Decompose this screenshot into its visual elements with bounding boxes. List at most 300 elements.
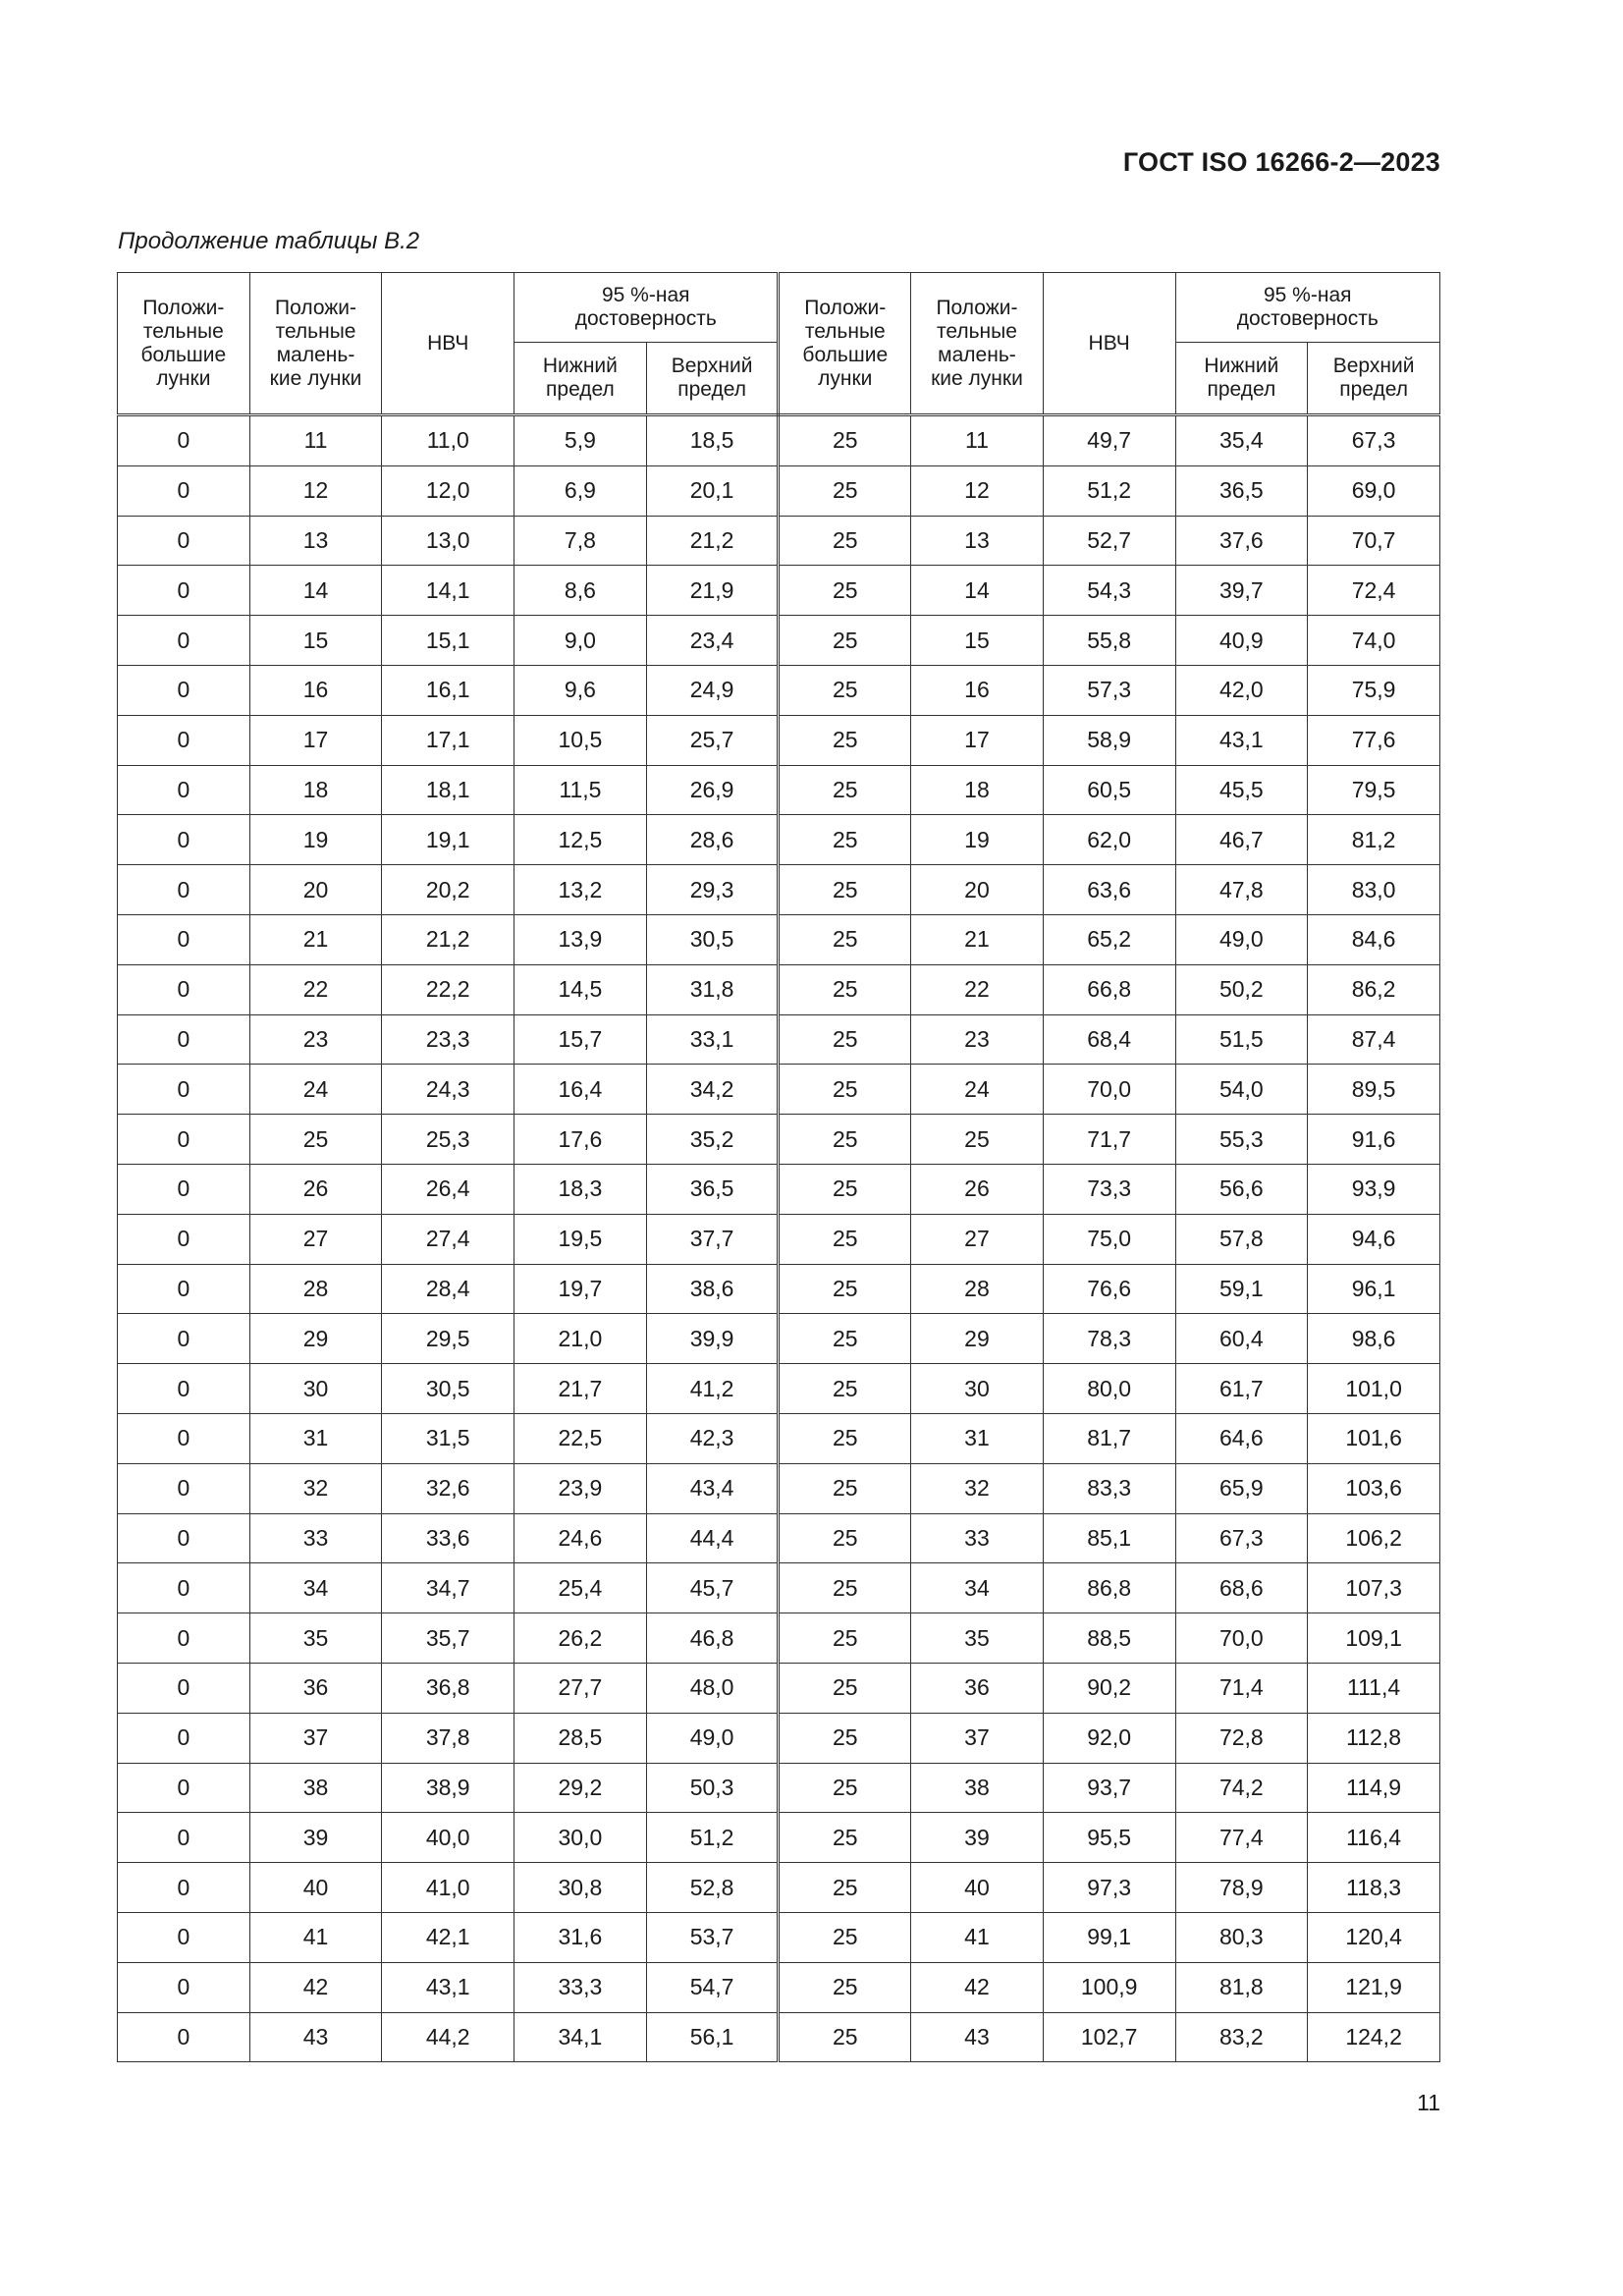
table-cell: 11 [249, 415, 382, 466]
table-cell: 24,3 [382, 1065, 514, 1115]
table-cell: 29,2 [514, 1763, 647, 1813]
table-row [118, 1463, 1440, 1513]
table-cell: 54,0 [1175, 1065, 1308, 1115]
table-cell: 103,6 [1308, 1463, 1440, 1513]
table-cell: 87,4 [1308, 1014, 1440, 1065]
table-row [118, 665, 1440, 715]
table-cell: 76,6 [1043, 1264, 1175, 1314]
table-cell: 85,1 [1043, 1513, 1175, 1563]
table-cell: 0 [118, 1413, 250, 1463]
table-cell: 11,0 [382, 415, 514, 466]
table-cell: 0 [118, 665, 250, 715]
table-cell: 6,9 [514, 465, 647, 516]
table-cell: 25 [779, 665, 911, 715]
table-cell: 63,6 [1043, 865, 1175, 915]
table-row [118, 1763, 1440, 1813]
table-cell: 77,6 [1308, 715, 1440, 765]
table-cell: 86,2 [1308, 964, 1440, 1014]
table-cell: 34 [249, 1563, 382, 1613]
header-mpn: НВЧ [382, 273, 514, 415]
table-cell: 114,9 [1308, 1763, 1440, 1813]
table-cell: 43 [249, 2012, 382, 2062]
table-row [118, 1214, 1440, 1264]
table-cell: 81,8 [1175, 1962, 1308, 2012]
table-cell: 30,8 [514, 1863, 647, 1913]
table-row [118, 516, 1440, 566]
table-cell: 70,0 [1175, 1613, 1308, 1664]
table-cell: 51,5 [1175, 1014, 1308, 1065]
table-cell: 25 [779, 1912, 911, 1962]
table-cell: 34,7 [382, 1563, 514, 1613]
table-cell: 8,6 [514, 566, 647, 616]
table-cell: 19,1 [382, 815, 514, 865]
table-cell: 49,7 [1043, 415, 1175, 466]
table-cell: 28,5 [514, 1713, 647, 1763]
header-large-positive: Положи- тельные большие лунки [779, 273, 911, 415]
table-cell: 88,5 [1043, 1613, 1175, 1664]
table-cell: 15 [911, 616, 1044, 666]
table-cell: 51,2 [646, 1813, 779, 1863]
table-cell: 25 [779, 1264, 911, 1314]
header-upper-limit: Верхний предел [1308, 343, 1440, 415]
table-cell: 20 [249, 865, 382, 915]
table-cell: 35 [249, 1613, 382, 1664]
table-cell: 23 [249, 1014, 382, 1065]
table-cell: 25 [779, 2012, 911, 2062]
table-row [118, 465, 1440, 516]
table-cell: 36 [911, 1663, 1044, 1713]
table-cell: 26,9 [646, 765, 779, 815]
table-cell: 31,5 [382, 1413, 514, 1463]
table-cell: 25 [779, 865, 911, 915]
table-cell: 39 [249, 1813, 382, 1863]
table-cell: 62,0 [1043, 815, 1175, 865]
header-upper-limit: Верхний предел [646, 343, 779, 415]
table-cell: 21,0 [514, 1314, 647, 1364]
table-cell: 74,0 [1308, 616, 1440, 666]
table-cell: 0 [118, 2012, 250, 2062]
table-cell: 29,3 [646, 865, 779, 915]
table-cell: 93,9 [1308, 1164, 1440, 1214]
table-cell: 25 [779, 1164, 911, 1214]
header-small-positive: Положи- тельные малень- кие лунки [249, 273, 382, 415]
table-row [118, 1563, 1440, 1613]
table-cell: 20,2 [382, 865, 514, 915]
table-cell: 46,7 [1175, 815, 1308, 865]
table-cell: 79,5 [1308, 765, 1440, 815]
table-cell: 41 [911, 1912, 1044, 1962]
table-cell: 23,9 [514, 1463, 647, 1513]
table-cell: 31,6 [514, 1912, 647, 1962]
table-cell: 18,1 [382, 765, 514, 815]
table-cell: 26,4 [382, 1164, 514, 1214]
table-cell: 26 [911, 1164, 1044, 1214]
table-cell: 17 [911, 715, 1044, 765]
table-cell: 13,2 [514, 865, 647, 915]
table-cell: 13,9 [514, 914, 647, 964]
table-row [118, 865, 1440, 915]
table-cell: 28 [911, 1264, 1044, 1314]
header-mpn: НВЧ [1043, 273, 1175, 415]
table-cell: 120,4 [1308, 1912, 1440, 1962]
table-cell: 37,8 [382, 1713, 514, 1763]
table-cell: 55,8 [1043, 616, 1175, 666]
table-cell: 71,4 [1175, 1663, 1308, 1713]
table-cell: 57,8 [1175, 1214, 1308, 1264]
table-cell: 90,2 [1043, 1663, 1175, 1713]
table-cell: 81,2 [1308, 815, 1440, 865]
table-cell: 25 [779, 1014, 911, 1065]
table-cell: 18,5 [646, 415, 779, 466]
table-cell: 0 [118, 865, 250, 915]
table-cell: 83,3 [1043, 1463, 1175, 1513]
table-cell: 0 [118, 1663, 250, 1713]
table-cell: 0 [118, 1264, 250, 1314]
table-caption: Продолжение таблицы B.2 [118, 228, 420, 254]
table-cell: 36,8 [382, 1663, 514, 1713]
table-row [118, 1863, 1440, 1913]
table-cell: 5,9 [514, 415, 647, 466]
table-cell: 40 [911, 1863, 1044, 1913]
table-cell: 41 [249, 1912, 382, 1962]
table-cell: 14,1 [382, 566, 514, 616]
table-cell: 29,5 [382, 1314, 514, 1364]
table-cell: 42,1 [382, 1912, 514, 1962]
table-cell: 69,0 [1308, 465, 1440, 516]
table-cell: 34 [911, 1563, 1044, 1613]
table-cell: 41,0 [382, 1863, 514, 1913]
table-cell: 60,4 [1175, 1314, 1308, 1364]
table-row [118, 566, 1440, 616]
table-cell: 55,3 [1175, 1115, 1308, 1165]
table-cell: 53,7 [646, 1912, 779, 1962]
table-cell: 0 [118, 1613, 250, 1664]
table-cell: 30 [911, 1364, 1044, 1414]
table-cell: 39,9 [646, 1314, 779, 1364]
table-row [118, 1962, 1440, 2012]
table-cell: 15,1 [382, 616, 514, 666]
table-cell: 40,0 [382, 1813, 514, 1863]
table-cell: 17 [249, 715, 382, 765]
table-cell: 25 [779, 516, 911, 566]
table-cell: 44,2 [382, 2012, 514, 2062]
table-row [118, 1413, 1440, 1463]
table-row [118, 1065, 1440, 1115]
table-cell: 25 [779, 1663, 911, 1713]
table-cell: 0 [118, 1014, 250, 1065]
table-cell: 0 [118, 815, 250, 865]
table-cell: 80,0 [1043, 1364, 1175, 1414]
table-cell: 24,9 [646, 665, 779, 715]
table-cell: 0 [118, 715, 250, 765]
table-cell: 21 [911, 914, 1044, 964]
table-cell: 33,6 [382, 1513, 514, 1563]
table-cell: 25 [779, 1813, 911, 1863]
table-cell: 0 [118, 1763, 250, 1813]
table-cell: 42,3 [646, 1413, 779, 1463]
table-row [118, 1912, 1440, 1962]
table-cell: 70,7 [1308, 516, 1440, 566]
header-small-positive: Положи- тельные малень- кие лунки [911, 273, 1044, 415]
table-cell: 28,4 [382, 1264, 514, 1314]
table-cell: 84,6 [1308, 914, 1440, 964]
table-cell: 12 [911, 465, 1044, 516]
table-cell: 37 [249, 1713, 382, 1763]
table-cell: 34,1 [514, 2012, 647, 2062]
table-cell: 11 [911, 415, 1044, 466]
table-cell: 35,4 [1175, 415, 1308, 466]
header-large-positive: Положи- тельные большие лунки [118, 273, 250, 415]
table-row [118, 415, 1440, 466]
table-cell: 102,7 [1043, 2012, 1175, 2062]
table-cell: 44,4 [646, 1513, 779, 1563]
table-cell: 14,5 [514, 964, 647, 1014]
table-cell: 39 [911, 1813, 1044, 1863]
table-row [118, 1613, 1440, 1664]
table-cell: 10,5 [514, 715, 647, 765]
table-cell: 25 [911, 1115, 1044, 1165]
table-cell: 12,5 [514, 815, 647, 865]
table-cell: 32,6 [382, 1463, 514, 1513]
table-cell: 111,4 [1308, 1663, 1440, 1713]
table-cell: 81,7 [1043, 1413, 1175, 1463]
table-cell: 0 [118, 914, 250, 964]
table-cell: 22,2 [382, 964, 514, 1014]
table-cell: 118,3 [1308, 1863, 1440, 1913]
table-cell: 27 [911, 1214, 1044, 1264]
table-cell: 25 [779, 815, 911, 865]
table-cell: 74,2 [1175, 1763, 1308, 1813]
table-cell: 25 [779, 566, 911, 616]
table-cell: 0 [118, 765, 250, 815]
table-cell: 0 [118, 964, 250, 1014]
table-cell: 38,6 [646, 1264, 779, 1314]
table-cell: 25 [779, 1613, 911, 1664]
table-cell: 33 [249, 1513, 382, 1563]
table-cell: 49,0 [646, 1713, 779, 1763]
table-cell: 66,8 [1043, 964, 1175, 1014]
table-cell: 101,0 [1308, 1364, 1440, 1414]
table-cell: 27,7 [514, 1663, 647, 1713]
table-cell: 40,9 [1175, 616, 1308, 666]
table-cell: 30,5 [382, 1364, 514, 1414]
table-cell: 112,8 [1308, 1713, 1440, 1763]
table-row [118, 964, 1440, 1014]
table-row [118, 715, 1440, 765]
table-cell: 20 [911, 865, 1044, 915]
table-cell: 31,8 [646, 964, 779, 1014]
table-cell: 21,2 [382, 914, 514, 964]
table-cell: 83,0 [1308, 865, 1440, 915]
table-cell: 25,3 [382, 1115, 514, 1165]
table-cell: 30 [249, 1364, 382, 1414]
table-cell: 0 [118, 1214, 250, 1264]
table-cell: 94,6 [1308, 1214, 1440, 1264]
table-cell: 25 [779, 1563, 911, 1613]
table-row [118, 1713, 1440, 1763]
table-cell: 25 [779, 765, 911, 815]
table-cell: 16 [911, 665, 1044, 715]
table-cell: 19 [249, 815, 382, 865]
table-cell: 33 [911, 1513, 1044, 1563]
table-cell: 21,9 [646, 566, 779, 616]
table-cell: 25 [779, 1763, 911, 1813]
header-confidence: 95 %-ная достоверность [514, 273, 779, 343]
table-cell: 21 [249, 914, 382, 964]
table-cell: 0 [118, 1513, 250, 1563]
table-cell: 20,1 [646, 465, 779, 516]
table-cell: 25 [779, 1863, 911, 1913]
table-cell: 34,2 [646, 1065, 779, 1115]
table-cell: 37,7 [646, 1214, 779, 1264]
table-cell: 25 [779, 1463, 911, 1513]
table-cell: 19,7 [514, 1264, 647, 1314]
table-cell: 97,3 [1043, 1863, 1175, 1913]
table-cell: 89,5 [1308, 1065, 1440, 1115]
table-cell: 91,6 [1308, 1115, 1440, 1165]
table-cell: 25 [779, 616, 911, 666]
table-row [118, 1264, 1440, 1314]
table-cell: 14 [249, 566, 382, 616]
table-cell: 72,4 [1308, 566, 1440, 616]
table-cell: 24,6 [514, 1513, 647, 1563]
table-row [118, 815, 1440, 865]
table-cell: 14 [911, 566, 1044, 616]
table-cell: 12 [249, 465, 382, 516]
table-cell: 86,8 [1043, 1563, 1175, 1613]
table-header [118, 273, 1440, 415]
table-row [118, 1813, 1440, 1863]
table-cell: 99,1 [1043, 1912, 1175, 1962]
table-cell: 41,2 [646, 1364, 779, 1414]
table-cell: 0 [118, 415, 250, 466]
table-cell: 25 [779, 914, 911, 964]
table-cell: 100,9 [1043, 1962, 1175, 2012]
table-cell: 23,3 [382, 1014, 514, 1065]
table-cell: 0 [118, 1713, 250, 1763]
table-row [118, 2012, 1440, 2062]
table-cell: 80,3 [1175, 1912, 1308, 1962]
table-cell: 124,2 [1308, 2012, 1440, 2062]
table-cell: 33,3 [514, 1962, 647, 2012]
table-cell: 38 [249, 1763, 382, 1813]
table-cell: 19,5 [514, 1214, 647, 1264]
table-cell: 16,1 [382, 665, 514, 715]
table-cell: 36 [249, 1663, 382, 1713]
table-cell: 43,1 [382, 1962, 514, 2012]
header-lower-limit: Нижний предел [514, 343, 647, 415]
table-cell: 30,0 [514, 1813, 647, 1863]
table-cell: 101,6 [1308, 1413, 1440, 1463]
table-cell: 42,0 [1175, 665, 1308, 715]
table-cell: 23,4 [646, 616, 779, 666]
table-cell: 64,6 [1175, 1413, 1308, 1463]
table-cell: 36,5 [646, 1164, 779, 1214]
table-row [118, 1663, 1440, 1713]
table-row [118, 1014, 1440, 1065]
table-cell: 45,7 [646, 1563, 779, 1613]
table-cell: 25,4 [514, 1563, 647, 1613]
table-cell: 13 [249, 516, 382, 566]
table-cell: 25 [779, 1962, 911, 2012]
table-cell: 43 [911, 2012, 1044, 2062]
table-row [118, 765, 1440, 815]
table-cell: 0 [118, 1115, 250, 1165]
table-cell: 52,7 [1043, 516, 1175, 566]
data-table [117, 272, 1440, 2062]
table-cell: 37,6 [1175, 516, 1308, 566]
table-cell: 51,2 [1043, 465, 1175, 516]
table-cell: 0 [118, 1463, 250, 1513]
table-cell: 32 [911, 1463, 1044, 1513]
table-cell: 25 [779, 1314, 911, 1364]
table-cell: 28,6 [646, 815, 779, 865]
table-cell: 58,9 [1043, 715, 1175, 765]
table-cell: 0 [118, 516, 250, 566]
table-cell: 38,9 [382, 1763, 514, 1813]
table-cell: 43,4 [646, 1463, 779, 1513]
table-cell: 26,2 [514, 1613, 647, 1664]
table-cell: 116,4 [1308, 1813, 1440, 1863]
page-number: 11 [1417, 2090, 1440, 2115]
table-cell: 22 [911, 964, 1044, 1014]
table-cell: 18 [249, 765, 382, 815]
table-cell: 11,5 [514, 765, 647, 815]
table-cell: 13,0 [382, 516, 514, 566]
table-cell: 7,8 [514, 516, 647, 566]
table-cell: 25 [779, 715, 911, 765]
table-row [118, 1364, 1440, 1414]
table-body [118, 415, 1440, 2062]
table-cell: 25 [779, 964, 911, 1014]
table-cell: 95,5 [1043, 1813, 1175, 1863]
table-cell: 93,7 [1043, 1763, 1175, 1813]
table-cell: 45,5 [1175, 765, 1308, 815]
table-cell: 25 [249, 1115, 382, 1165]
table-cell: 15,7 [514, 1014, 647, 1065]
table-cell: 26 [249, 1164, 382, 1214]
table-cell: 42 [249, 1962, 382, 2012]
table-cell: 39,7 [1175, 566, 1308, 616]
table-cell: 27 [249, 1214, 382, 1264]
table-cell: 9,0 [514, 616, 647, 666]
table-cell: 68,4 [1043, 1014, 1175, 1065]
table-cell: 21,7 [514, 1364, 647, 1414]
table-cell: 65,2 [1043, 914, 1175, 964]
table-cell: 13 [911, 516, 1044, 566]
table-cell: 67,3 [1175, 1513, 1308, 1563]
header-lower-limit: Нижний предел [1175, 343, 1308, 415]
table-cell: 77,4 [1175, 1813, 1308, 1863]
table-cell: 71,7 [1043, 1115, 1175, 1165]
table-cell: 0 [118, 1563, 250, 1613]
table-row [118, 1115, 1440, 1165]
table-cell: 40 [249, 1863, 382, 1913]
table-cell: 106,2 [1308, 1513, 1440, 1563]
table-cell: 57,3 [1043, 665, 1175, 715]
table-cell: 24 [911, 1065, 1044, 1115]
table-cell: 0 [118, 1164, 250, 1214]
table-cell: 109,1 [1308, 1613, 1440, 1664]
table-row [118, 1314, 1440, 1364]
table-cell: 0 [118, 1314, 250, 1364]
table-cell: 54,7 [646, 1962, 779, 2012]
table-cell: 73,3 [1043, 1164, 1175, 1214]
table-cell: 25 [779, 465, 911, 516]
table-cell: 15 [249, 616, 382, 666]
table-cell: 22 [249, 964, 382, 1014]
table-cell: 96,1 [1308, 1264, 1440, 1314]
